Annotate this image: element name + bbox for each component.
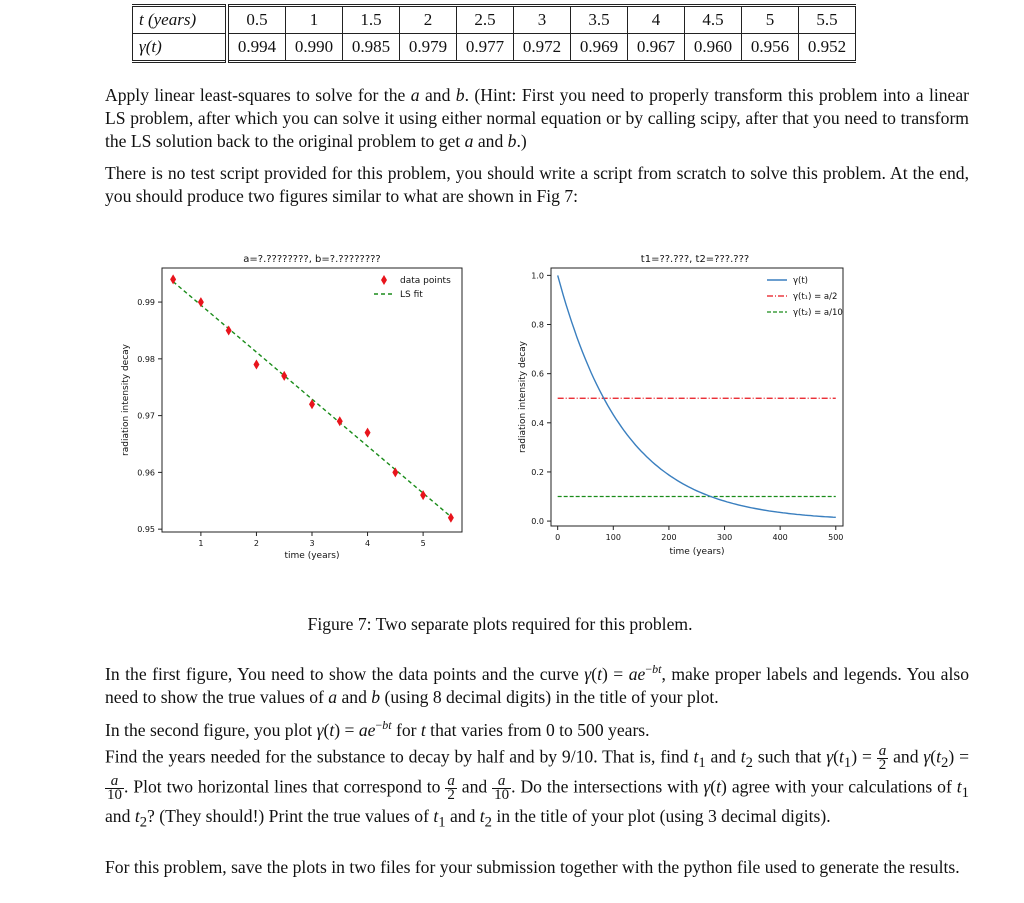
- table-cell-gamma: 0.985: [343, 34, 400, 62]
- x-tick-label: 1: [198, 539, 204, 548]
- table-cell-gamma: 0.972: [514, 34, 571, 62]
- legend-label-tenth: γ(t₂) = a/10: [793, 308, 843, 318]
- paragraph-script: There is no test script provided for this problem, you should write a script from scratch to solve this problem. At the end, you should produce two figures similar to what are shown in Fig 7:: [105, 163, 969, 206]
- y-axis-label: radiation intensity decay: [518, 341, 528, 453]
- chart-ls-fit: [112, 240, 480, 570]
- y-tick-label: 1.0: [531, 271, 544, 281]
- table-cell-t: 4.5: [685, 6, 742, 34]
- data-point: [365, 428, 371, 438]
- chart-decay-curve: [505, 240, 855, 570]
- x-tick-label: 200: [661, 533, 677, 542]
- chart-title: t1=??.???, t2=???.???: [640, 254, 750, 265]
- data-point: [337, 416, 343, 426]
- y-tick-label: 0.98: [137, 354, 155, 364]
- x-axis-label: time (years): [284, 551, 340, 561]
- table-cell-t: 5: [742, 6, 799, 34]
- data-point: [281, 371, 287, 381]
- legend-label-half: γ(t₁) = a/2: [793, 292, 838, 302]
- table-cell-gamma: 0.969: [571, 34, 628, 62]
- table-header-gamma: γ(t): [133, 34, 228, 62]
- table-cell-t: 2: [400, 6, 457, 34]
- paragraph-first-figure: In the first figure, You need to show the data points and the curve $\gamma(t) = ae^{-bt}$, make proper labels and legends. You also need to show the true values of a and b (using 8 decimal digits) in the title of your plot.: [105, 662, 969, 707]
- paragraph-ls: Apply linear least-squares to solve for the a and b. (Hint: First you need to properly transform this problem into a linear LS problem, after which you can solve it using either normal equation or by calling scipy, after that you need to transform the LS solution back to the original problem to get a and b.): [105, 85, 969, 151]
- plot-area: [551, 268, 843, 526]
- paragraph-save: For this problem, save the plots in two files for your submission together with the python file used to generate the results.: [105, 857, 960, 877]
- legend: [374, 275, 451, 300]
- data-point: [198, 297, 204, 307]
- paragraph-second-figure: In the second figure, you plot $\gamma(t) = ae^{-bt}$ for t that varies from 0 to 500 years.: [105, 718, 650, 740]
- table-row-t: [133, 6, 856, 34]
- y-tick-label: 0.2: [531, 467, 544, 477]
- legend-label-data-points: data points: [400, 276, 451, 286]
- table-cell-gamma: 0.990: [286, 34, 343, 62]
- x-tick-label: 0: [555, 533, 561, 542]
- table-row-gamma: [133, 34, 856, 62]
- y-tick-label: 0.99: [137, 298, 155, 308]
- table-cell-gamma: 0.979: [400, 34, 457, 62]
- x-tick-label: 100: [605, 533, 621, 542]
- x-tick-label: 4: [365, 539, 371, 548]
- legend-label-ls-fit: LS fit: [400, 290, 423, 300]
- x-tick-label: 3: [309, 539, 315, 548]
- table-cell-t: 3.5: [571, 6, 628, 34]
- table-cell-t: 5.5: [799, 6, 856, 34]
- data-point: [392, 467, 398, 477]
- x-tick-label: 500: [828, 533, 844, 542]
- y-tick-label: 0.95: [137, 525, 155, 535]
- table-cell-gamma: 0.994: [227, 34, 286, 62]
- table-header-t: t (years): [133, 6, 228, 34]
- table-cell-t: 1: [286, 6, 343, 34]
- table-cell-t: 4: [628, 6, 685, 34]
- data-table: [132, 4, 856, 63]
- y-tick-label: 0.6: [531, 369, 544, 379]
- table-cell-t: 2.5: [457, 6, 514, 34]
- y-axis-label: radiation intensity decay: [121, 344, 131, 456]
- table-cell-t: 0.5: [227, 6, 286, 34]
- chart-title: a=?.????????, b=?.????????: [243, 254, 381, 265]
- x-tick-label: 400: [772, 533, 788, 542]
- y-tick-label: 0.0: [531, 517, 544, 527]
- table-cell-t: 1.5: [343, 6, 400, 34]
- table-cell-t: 3: [514, 6, 571, 34]
- legend-marker-data: [381, 275, 387, 285]
- x-axis-label: time (years): [669, 547, 725, 557]
- paragraph-find-years: Find the years needed for the substance to decay by half and by 9/10. That is, find $t_1$ and $t_2$ such that $\gamma(t_1)$ = $\frac{a}{2}$ and $\gamma(t_2)$ = $\frac{a}{10}$ . Plot two horizontal lines that correspond to $\frac{a}{2}$ and $\frac{a}{10}$ . Do the intersections with γ(t) agree with your calculations of $t_1$ and $t_2$? (They should!) Print the true values of $t_1$ and $t_2$ in the title of your plot (using 3 decimal digits).: [105, 743, 970, 831]
- table-cell-gamma: 0.977: [457, 34, 514, 62]
- table-cell-gamma: 0.956: [742, 34, 799, 62]
- table-cell-gamma: 0.952: [799, 34, 856, 62]
- x-tick-label: 5: [420, 539, 426, 548]
- y-tick-label: 0.4: [531, 418, 544, 428]
- table-cell-gamma: 0.960: [685, 34, 742, 62]
- legend: [767, 276, 843, 318]
- ls-fit-line: [173, 282, 451, 517]
- x-tick-label: 300: [716, 533, 733, 542]
- y-tick-label: 0.8: [531, 320, 544, 330]
- table-cell-gamma: 0.967: [628, 34, 685, 62]
- x-tick-label: 2: [253, 539, 259, 548]
- figure-caption: Figure 7: Two separate plots required for this problem.: [307, 614, 693, 634]
- y-tick-label: 0.97: [137, 411, 155, 421]
- y-tick-label: 0.96: [137, 468, 155, 478]
- data-point: [253, 360, 259, 370]
- legend-label-gamma: γ(t): [793, 276, 808, 286]
